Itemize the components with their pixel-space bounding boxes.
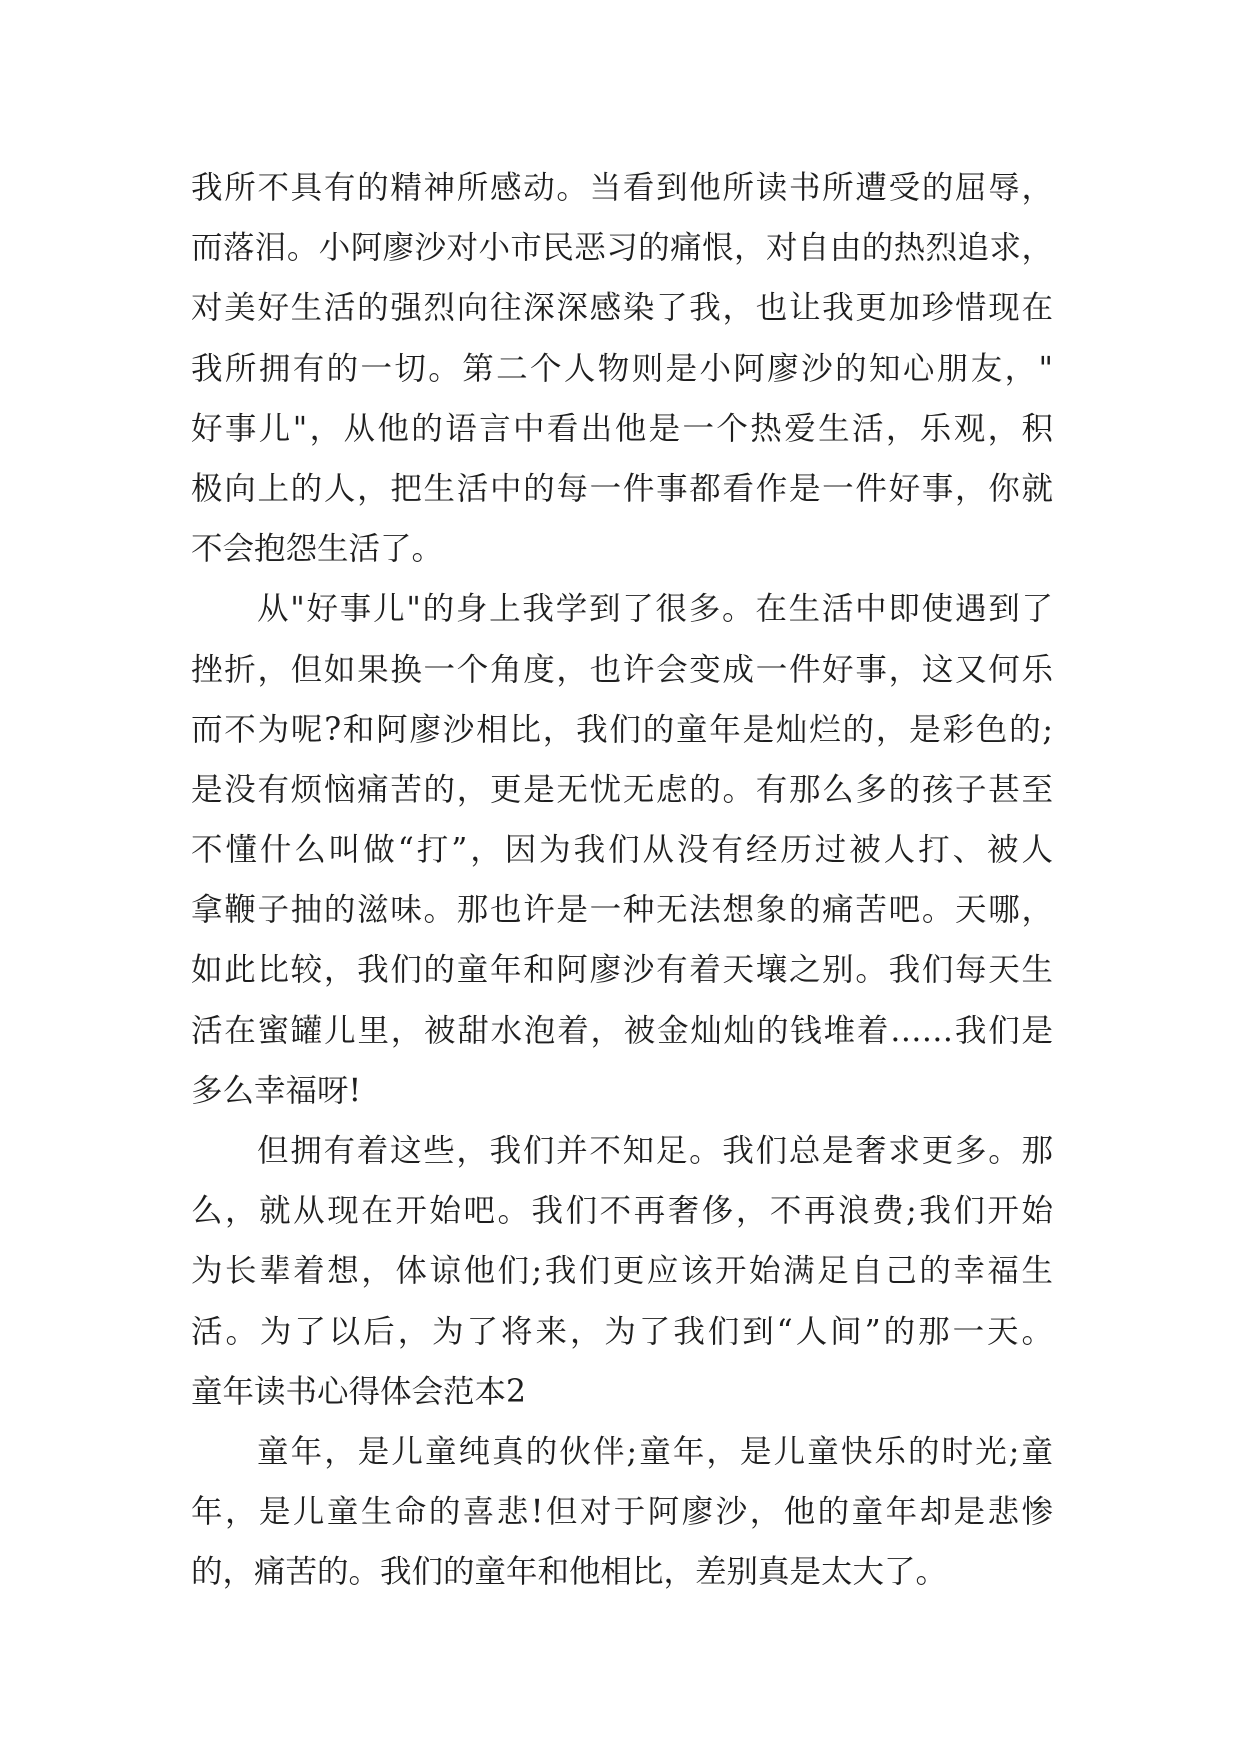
text-line: 对美好生活的强烈向往深深感染了我，也让我更加珍惜现在 [191,290,1053,327]
text-line: 挫折，但如果换一个角度，也许会变成一件好事，这又何乐 [191,651,1053,688]
text-line: 多么幸福呀! [191,1072,362,1109]
text-line: 从"好事儿"的身上我学到了很多。在生活中即使遇到了 [257,591,1053,628]
text-line: 极向上的人，把生活中的每一件事都看作是一件好事，你就 [191,470,1053,507]
text-line: 活在蜜罐儿里，被甜水泡着，被金灿灿的钱堆着……我们是 [191,1012,1053,1049]
paragraph-1 [191,158,1053,579]
text-line: 如此比较，我们的童年和阿廖沙有着天壤之别。我们每天生 [191,952,1053,989]
text-line: 而不为呢?和阿廖沙相比，我们的童年是灿烂的，是彩色的; [191,711,1053,748]
text-line: 童年，是儿童纯真的伙伴;童年，是儿童快乐的时光;童 [257,1433,1053,1470]
text-line: 年，是儿童生命的喜悲!但对于阿廖沙，他的童年却是悲惨 [191,1494,1053,1531]
text-line: 我所拥有的一切。第二个人物则是小阿廖沙的知心朋友，" [191,350,1053,387]
heading-text: 童年读书心得体会范本2 [191,1373,527,1410]
text-line: 我所不具有的精神所感动。当看到他所读书所遭受的屈辱， [191,170,1053,206]
text-line: 不会抱怨生活了。 [191,531,444,568]
text-line: 活。为了以后，为了将来，为了我们到“人间”的那一天。 [191,1313,1053,1350]
text-line: 是没有烦恼痛苦的，更是无忧无虑的。有那么多的孩子甚至 [191,771,1053,808]
document-body [191,158,1053,1603]
paragraph-3 [191,1121,1053,1362]
text-line: 但拥有着这些，我们并不知足。我们总是奢求更多。那 [257,1133,1053,1169]
text-line: 而落泪。小阿廖沙对小市民恶习的痛恨，对自由的热烈追求， [191,230,1053,267]
text-line: 不懂什么叫做“打”，因为我们从没有经历过被人打、被人 [191,832,1053,869]
paragraph-2 [191,579,1053,1121]
text-line: 好事儿"，从他的语言中看出他是一个热爱生活，乐观，积 [191,410,1053,447]
section-heading [191,1362,1053,1422]
text-line: 么，就从现在开始吧。我们不再奢侈，不再浪费;我们开始 [191,1193,1053,1230]
paragraph-4 [191,1422,1053,1603]
text-line: 拿鞭子抽的滋味。那也许是一种无法想象的痛苦吧。天哪， [191,892,1053,929]
text-line: 的，痛苦的。我们的童年和他相比，差别真是太大了。 [191,1554,948,1591]
text-line: 为长辈着想，体谅他们;我们更应该开始满足自己的幸福生 [191,1253,1053,1290]
